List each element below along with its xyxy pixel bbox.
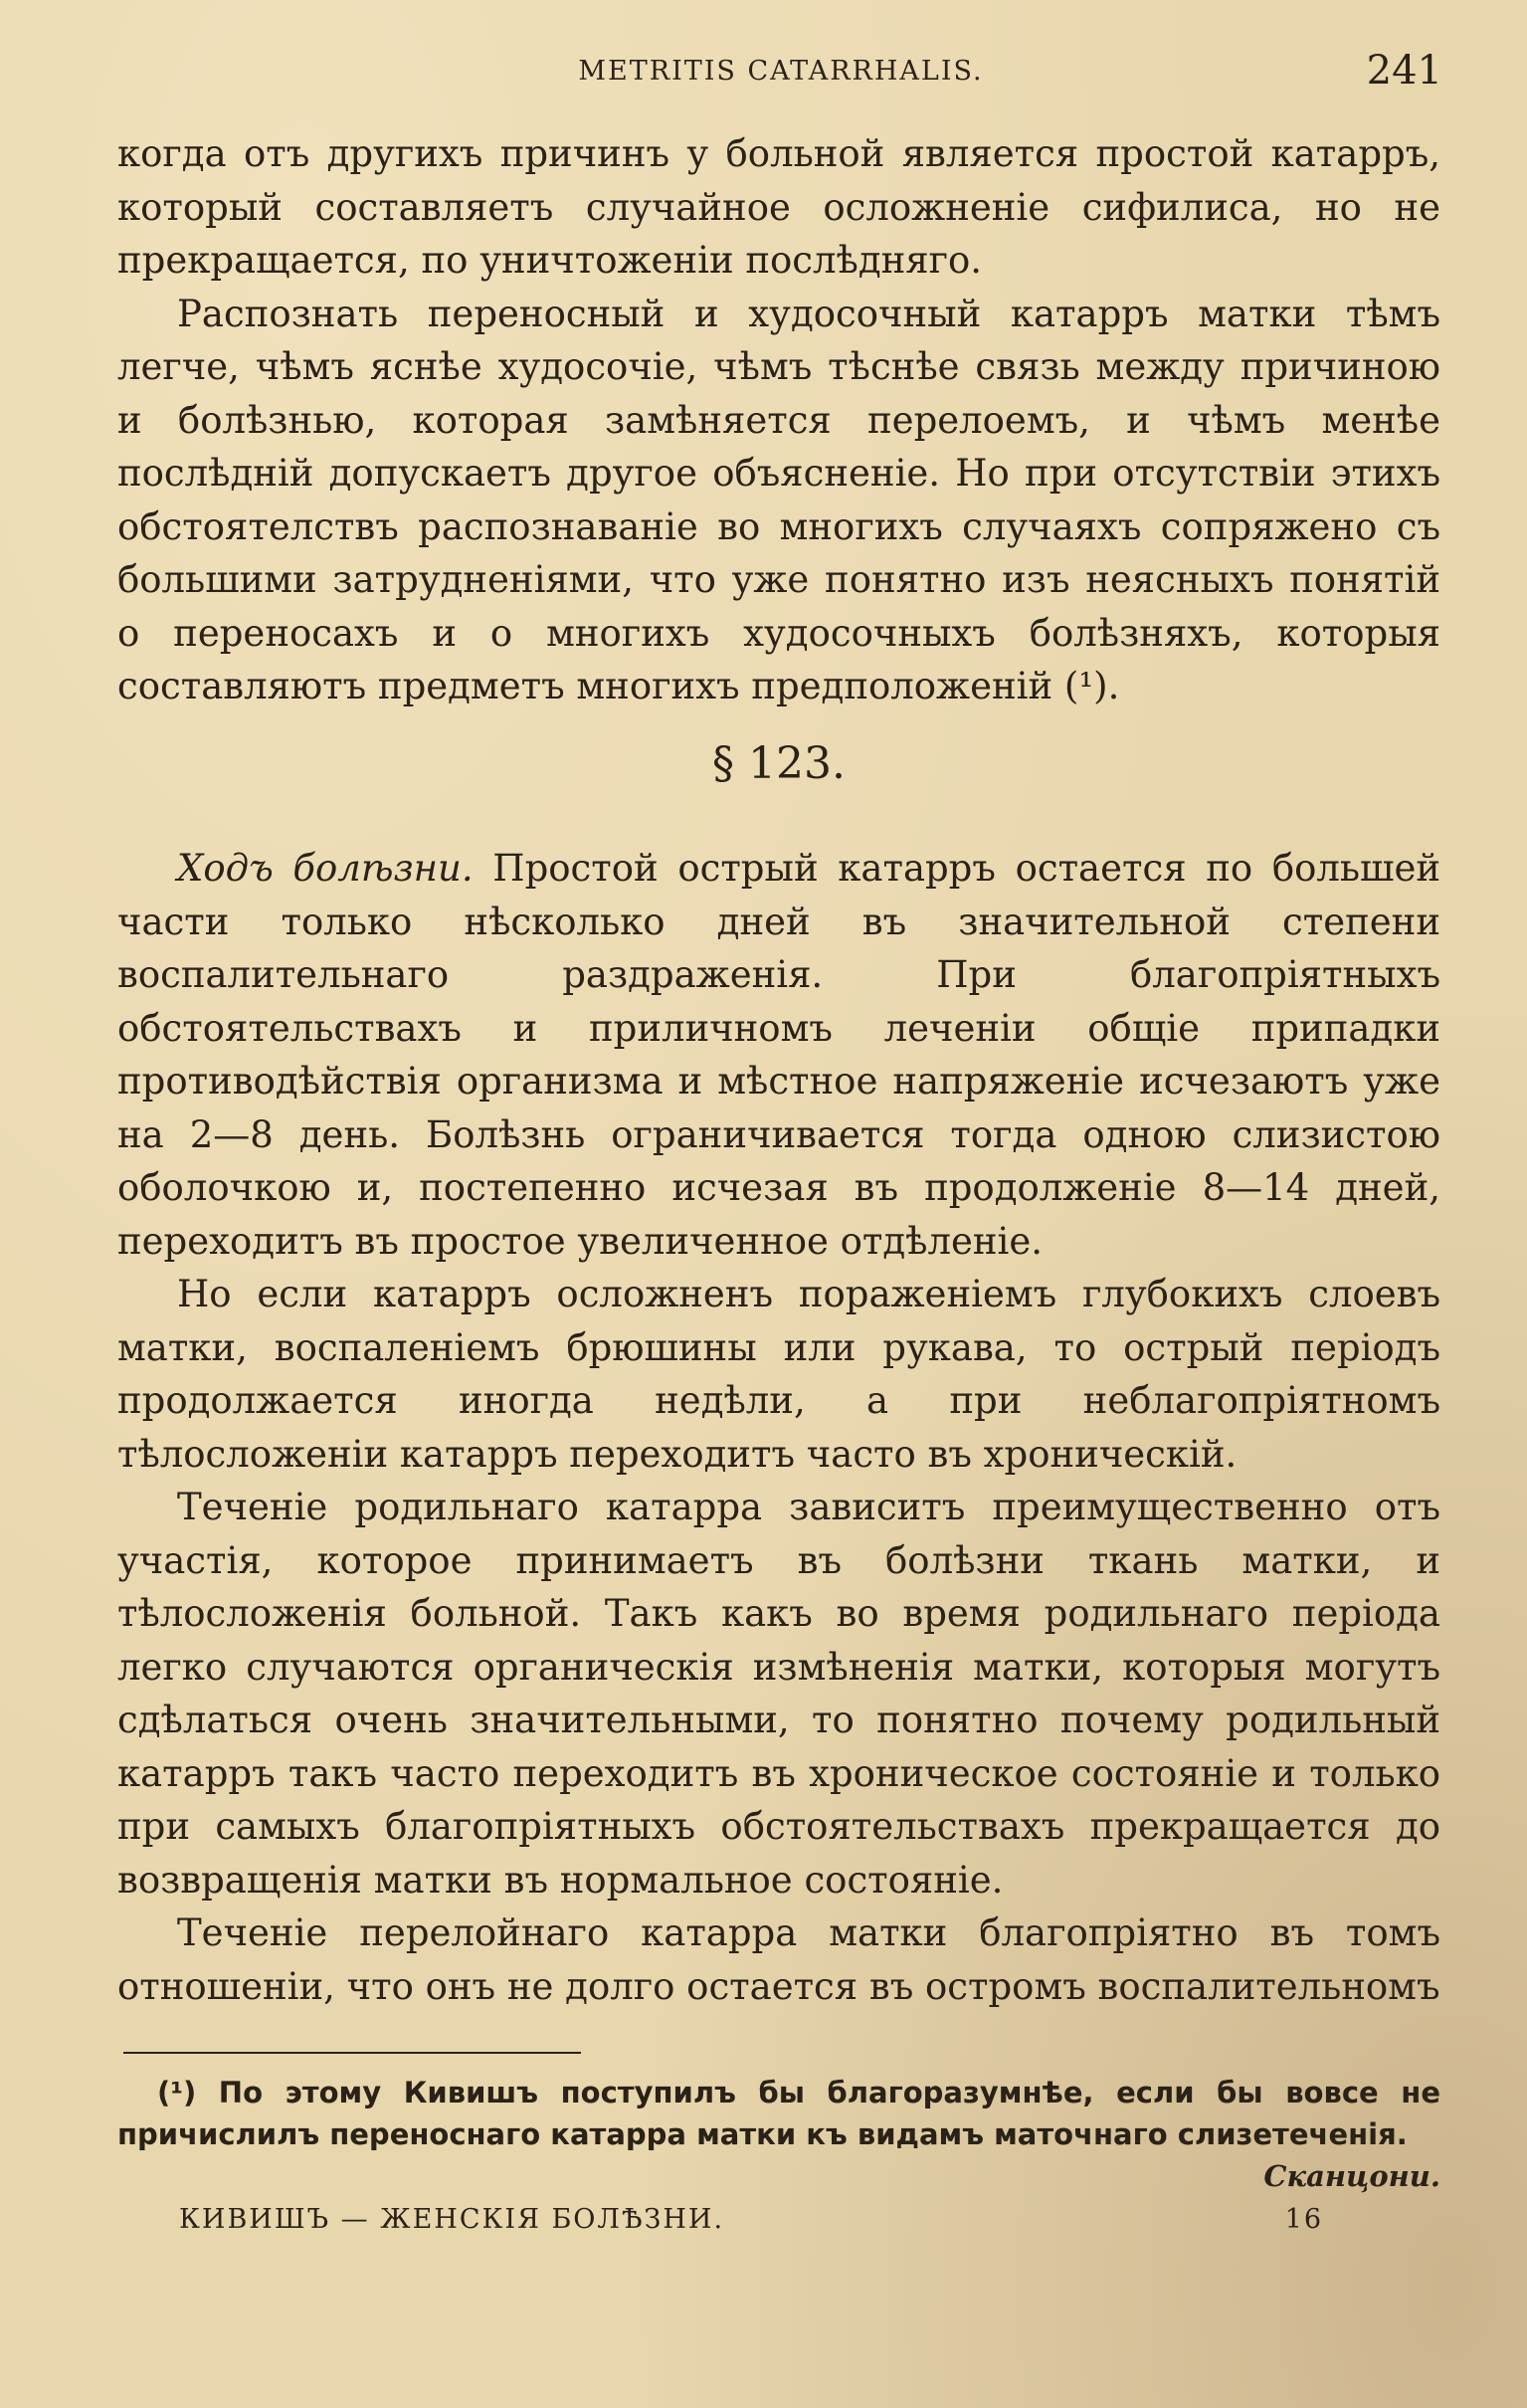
- section-heading: § 123.: [712, 737, 846, 789]
- paragraph-3-text: Простой острый катарръ остается по большей части только нѣсколько дней въ значительной степени воспалительнаго раздраженія. При благопріятныхъ обстоятельствахъ и приличномъ леченіи общіе припадки противодѣйствія организма и мѣстное напряженіе исчезаютъ уже на 2—8 день. Болѣзнь ограничивается тогда одною слизистою оболочкою и, постепенно исчезая въ продолженіе 8—14 дней, переходитъ въ простое увеличенное отдѣленіе.: [117, 847, 1440, 1263]
- paragraph-3-lead: Ходъ болѣзни.: [177, 847, 474, 890]
- paragraph-4: Но если катарръ осложненъ пораженіемъ глубокихъ слоевъ матки, воспаленіемъ брюшины или рукава, то острый періодъ продолжается иногда недѣли, а при неблагопріятномъ тѣлосложеніи катарръ переходитъ часто въ хроническій.: [117, 1273, 1440, 1476]
- footnote-text: (¹) По этому Кивишъ поступилъ бы благоразумнѣе, если бы вовсе не причислилъ переноснаго катарра матки къ видамъ маточнаго слизетеченія.: [117, 2076, 1440, 2151]
- paragraph-6: Теченіе перелойнаго катарра матки благопріятно въ томъ отношеніи, что онъ не долго остается въ остромъ воспалительномъ: [117, 1911, 1440, 2008]
- paragraph-1: когда отъ другихъ причинъ у больной является простой катарръ, который составляетъ случайное осложненіе сифилиса, но не прекращается, по уничтоженіи послѣдняго.: [117, 132, 1440, 282]
- footnote-rule: [123, 2052, 581, 2054]
- body-text: [117, 127, 1440, 2013]
- paragraph-3: [117, 842, 1440, 1268]
- footnote-author: Сканцони.: [1263, 2159, 1440, 2193]
- running-title: METRITIS CATARRHALIS.: [578, 56, 984, 87]
- running-head: [119, 48, 1442, 98]
- paragraph-2: Распознать переносный и худосочный катарръ матки тѣмъ легче, чѣмъ яснѣе худосочіе, чѣмъ тѣснѣе связь между причиною и болѣзнью, которая замѣняется перелоемъ, и чѣмъ менѣе послѣдній допускаетъ другое объясненіе. Но при отсутствіи этихъ обстоятелствъ распознаваніе во многихъ случаяхъ сопряжено съ большими затрудненіями, что уже понятно изъ неясныхъ понятій о переносахъ и о многихъ худосочныхъ болѣзняхъ, которыя составляютъ предметъ многихъ предположеній (¹).: [117, 292, 1440, 707]
- signature-number: 16: [1284, 2204, 1323, 2235]
- paragraph-5: Теченіе родильнаго катарра зависитъ преимущественно отъ участія, которое принимаетъ въ болѣзни ткань матки, и тѣлосложенія больной. Такъ какъ во время родильнаго періода легко случаются органическія измѣненія матки, которыя могутъ сдѣлаться очень значительными, то понятно почему родильный катарръ такъ часто переходитъ въ хроническое состояніе и только при самыхъ благопріятныхъ обстоятельствахъ прекращается до возвращенія матки въ нормальное состояніе.: [117, 1486, 1440, 1902]
- footnote: [117, 2072, 1440, 2197]
- page-number: 241: [1366, 48, 1442, 94]
- signature-line: [179, 2204, 1323, 2244]
- signature-title: КИВИШЪ — ЖЕНСКІЯ БОЛѢЗНИ.: [179, 2204, 725, 2235]
